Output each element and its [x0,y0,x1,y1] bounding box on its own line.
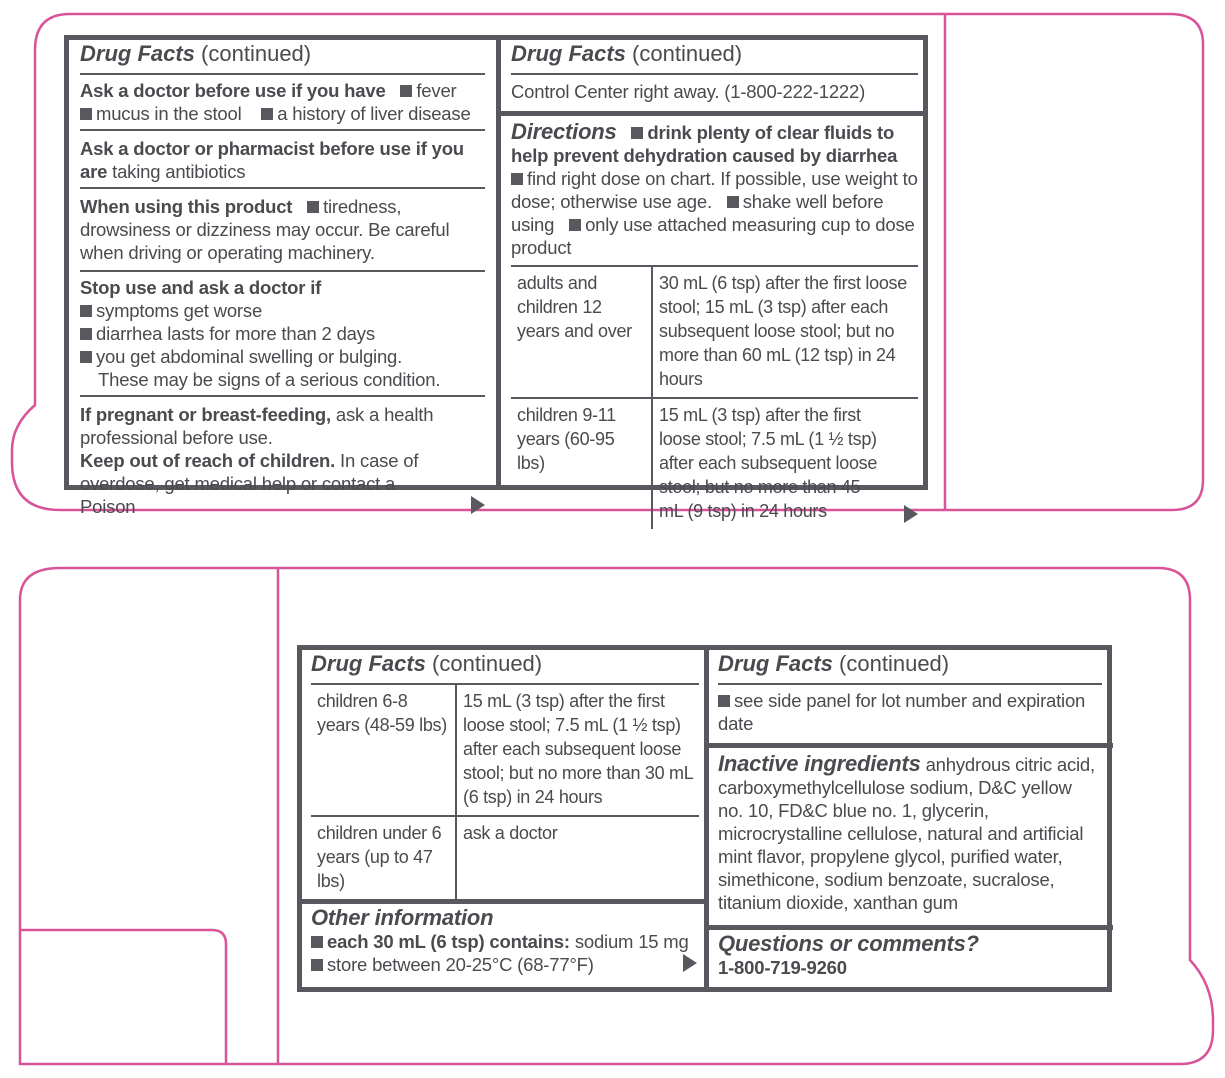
dose-cell: 15 mL (3 tsp) after the first loose stool; 7.5 mL (1 ½ tsp) after each subsequent loose stool; but no more than 45 mL (9 tsp) in 24 hours [652,398,918,529]
square-bullet-icon [631,127,643,139]
stop-use-heading: Stop use and ask a doctor if [80,277,322,298]
warning-text: ask a health professional before use. [80,404,434,448]
continue-arrow-icon [904,505,918,523]
table-row [511,398,918,529]
other-information-section [311,906,699,976]
table-row [311,816,699,899]
direction-item: only use attached measuring cup to dose product [511,214,915,258]
warning-item: you get abdominal swelling or bulging. [96,346,403,367]
column-divider [496,40,501,485]
drug-facts-header [511,40,918,73]
ask-doctor-heading: Ask a doctor before use if you have [80,80,386,101]
square-bullet-icon [80,351,92,363]
square-bullet-icon [80,305,92,317]
direction-item: shake well before using [511,191,884,235]
age-cell: children 9-11 years (60-95 lbs) [511,398,652,529]
warning-text: tiredness, drowsiness or dizziness may occur. Be careful when driving or operating machinery. [80,196,450,263]
info-item-value: sodium 15 mg [574,931,689,952]
warning-item: a history of liver disease [277,103,471,124]
square-bullet-icon [311,959,323,971]
other-information-title: Other information [311,905,494,930]
section-divider [709,925,1113,930]
pregnant-section [80,395,485,518]
ask-pharmacist-heading: Ask a doctor or pharmacist before use if you are [80,138,464,182]
panel2-column-1 [311,650,699,987]
inactive-ingredients-title: Inactive ingredients [718,751,921,776]
panel1-column-2 [511,40,918,521]
square-bullet-icon [311,936,323,948]
ask-pharmacist-section [80,129,485,187]
warning-item: diarrhea lasts for more than 2 days [96,323,375,344]
section-divider [501,111,928,116]
lot-number-section [718,683,1102,735]
info-item-label: each 30 mL (6 tsp) contains: [327,931,570,952]
drug-facts-title: Drug Facts [511,41,626,66]
section-divider [302,899,704,904]
directions-title: Directions [511,119,617,144]
dose-cell: 30 mL (6 tsp) after the first loose stool; 15 mL (3 tsp) after each subsequent loose stool; but no more than 60 mL (12 tsp) in 24 hours [659,273,907,389]
when-using-heading: When using this product [80,196,293,217]
table-row [511,267,918,398]
warning-item: fever [416,80,457,101]
drug-facts-title: Drug Facts [718,651,833,676]
drug-facts-header [80,40,485,73]
drug-facts-panel-2 [297,645,1112,992]
direction-item: find right dose on chart. If possible, use weight to dose; otherwise use age. [511,168,918,212]
direction-item: drink plenty of clear fluids to help prevent dehydration caused by diarrhea [511,122,898,166]
panel1-column-1 [80,40,485,518]
poison-control-text [511,73,918,109]
square-bullet-icon [569,219,581,231]
age-cell: children 6-8 years (48-59 lbs) [311,685,456,816]
continue-arrow-icon [471,496,485,514]
keep-out-heading: Keep out of reach of children. [80,450,336,471]
warning-item: symptoms get worse [96,300,263,321]
questions-section [718,932,1098,979]
continue-arrow-icon [683,954,697,972]
continued-label: (continued) [839,651,950,676]
square-bullet-icon [80,328,92,340]
dose-cell: ask a doctor [456,816,699,899]
pregnant-heading: If pregnant or breast-feeding, [80,404,331,425]
continued-label: (continued) [432,651,543,676]
drug-facts-panel-1 [64,35,928,521]
control-center-text: Control Center right away. (1-800-222-1222) [511,81,866,102]
drug-facts-header [311,650,699,683]
inactive-ingredients-section [718,752,1098,914]
age-cell: children under 6 years (up to 47 lbs) [311,816,456,899]
lot-number-text: see side panel for lot number and expiration date [718,690,1086,734]
square-bullet-icon [307,201,319,213]
section-divider [709,743,1113,748]
column-divider [704,650,709,987]
info-item: store between 20-25°C (68-77°F) [327,954,594,975]
directions-section [511,115,918,259]
dosage-table [511,265,918,529]
questions-title: Questions or comments? [718,931,979,956]
drug-facts-header [718,650,1102,683]
ask-doctor-section [80,73,485,129]
table-row [311,685,699,816]
drug-facts-title: Drug Facts [80,41,195,66]
age-cell: adults and children 12 years and over [511,267,652,398]
panel2-column-2 [718,650,1102,987]
warning-item-continued: These may be signs of a serious condition. [98,369,441,390]
dose-cell: 15 mL (3 tsp) after the first loose stool; 7.5 mL (1 ½ tsp) after each subsequent loose stool; but no more than 30 mL (6 tsp) in 24 hours [463,691,693,807]
warning-text: In case of overdose, get medical help or contact a Poison [80,450,419,517]
continued-label: (continued) [201,41,312,66]
square-bullet-icon [80,108,92,120]
drug-facts-title: Drug Facts [311,651,426,676]
inactive-ingredients-list: anhydrous citric acid, carboxymethylcellulose sodium, D&C yellow no. 10, FD&C blue no. 1, glycerin, microcrystalline cellulose, natural and artificial mint flavor, propylene glycol, purified water, simethicone, sodium benzoate, sucralose, titanium dioxide, xanthan gum [718,754,1095,913]
square-bullet-icon [400,85,412,97]
square-bullet-icon [511,173,523,185]
when-using-section [80,187,485,270]
dosage-table [311,683,699,899]
square-bullet-icon [261,108,273,120]
square-bullet-icon [727,196,739,208]
continued-label: (continued) [632,41,743,66]
warning-item: mucus in the stool [96,103,242,124]
square-bullet-icon [718,695,730,707]
phone-number: 1-800-719-9260 [718,957,847,978]
stop-use-section [80,270,485,395]
warning-text: taking antibiotics [112,161,246,182]
